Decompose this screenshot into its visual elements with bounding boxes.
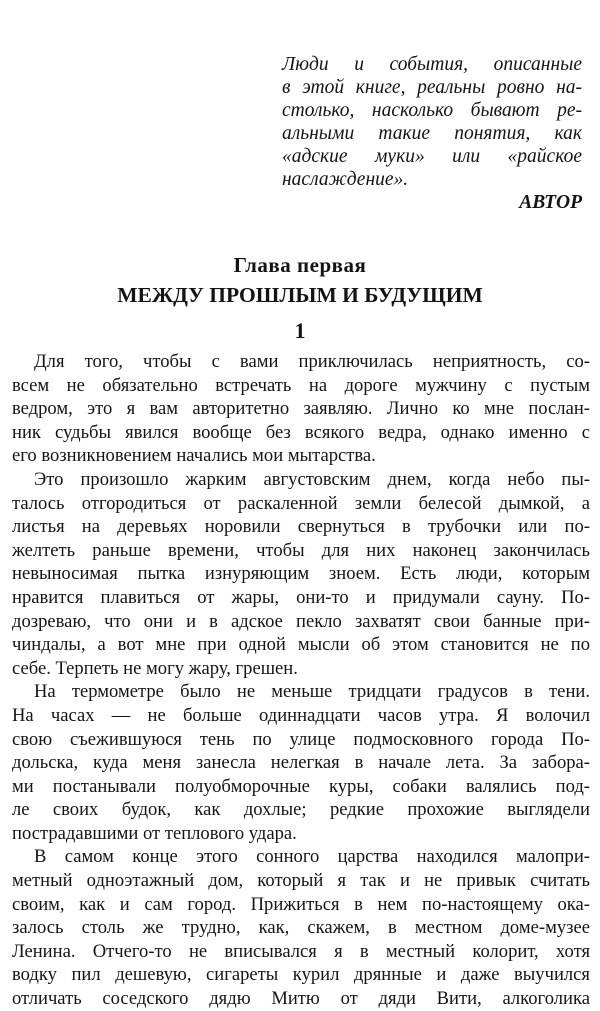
text-line: чиндалы, а вот мне при одной мысли об этом становится не по <box>12 634 590 656</box>
epigraph-line: столько, насколько бывают ре- <box>282 100 582 121</box>
text-line: нравится плавиться от жары, они-то и придумали сауну. По- <box>12 586 590 608</box>
epigraph-author: АВТОР <box>519 192 582 213</box>
text-line: невыносимая пытка изнуряющим зноем. Есть люди, которым <box>12 563 590 585</box>
text-line: ле своих будок, как дохлые; редкие прохожие выглядели <box>12 799 590 821</box>
text-line: На часах — не больше одиннадцати часов утра. Я волочил <box>12 704 590 726</box>
text-line: пострадавшими от теплового удара. <box>12 822 297 844</box>
text-line: своим, как и сам город. Прижиться в нем по-настоящему ока- <box>12 893 590 915</box>
text-line: залось столь же трудно, как, скажем, в местном доме-музее <box>12 917 590 939</box>
text-line: отличать соседского дядю Митю от дяди Вити, алкоголика <box>12 988 590 1010</box>
text-line: желтеть раньше времени, чтобы для них наконец закончилась <box>12 539 590 561</box>
text-line: дозреваю, что они и в адское пекло захватят свои банные при- <box>12 610 590 632</box>
epigraph <box>282 53 582 214</box>
text-line: ник судьбы явился вообще без всякого ведра, однако именно с <box>12 421 590 443</box>
text-line: ми постанывали полуобморочные куры, собаки валялись под- <box>12 775 590 797</box>
text-line: листья на деревьях норовили свернуться в трубочки или по- <box>12 516 590 538</box>
epigraph-line: Люди и события, описанные <box>282 54 582 75</box>
text-line: его возникновением начались мои мытарства. <box>12 445 376 467</box>
section-number: 1 <box>294 318 306 343</box>
text-line: водку пил дешевую, сигареты курил дрянные и даже выучился <box>12 964 590 986</box>
text-line: талось отгородиться от раскаленной земли белесой дымкой, а <box>12 492 590 514</box>
text-line: свою съежившуюся тень по улице подмосковного города По- <box>12 728 590 750</box>
text-line: всем не обязательно встречать на дороге мужчину с пустым <box>12 374 590 396</box>
epigraph-line: альными такие понятия, как <box>282 123 582 144</box>
text-line: себе. Терпеть не могу жару, грешен. <box>12 657 298 679</box>
text-line: метный одноэтажный дом, который я так и не привык считать <box>12 870 590 892</box>
chapter-label: Глава первая <box>233 253 367 277</box>
text-line: Это произошло жарким августовским днем, когда небо пы- <box>34 468 590 490</box>
epigraph-line: «адские муки» или «райское <box>282 146 582 167</box>
text-line: В самом конце этого сонного царства находился малопри- <box>34 846 590 868</box>
text-line: На термометре было не меньше тридцати градусов в тени. <box>34 681 590 703</box>
text-line: Для того, чтобы с вами приключилась неприятность, со- <box>34 351 590 372</box>
epigraph-line: в этой книге, реальны ровно на- <box>282 77 582 98</box>
chapter-title: МЕЖДУ ПРОШЛЫМ И БУДУЩИМ <box>117 283 483 307</box>
text-line: дольска, куда меня занесла нелегкая в начале лета. За забора- <box>12 752 590 774</box>
text-line: Ленина. Отчего-то не вписывался я в местный колорит, хотя <box>12 940 590 962</box>
text-line: ведром, это я вам авторитетно заявляю. Лично ко мне послан- <box>12 398 590 420</box>
body-text <box>12 350 590 1011</box>
epigraph-line: наслаждение». <box>282 169 409 190</box>
